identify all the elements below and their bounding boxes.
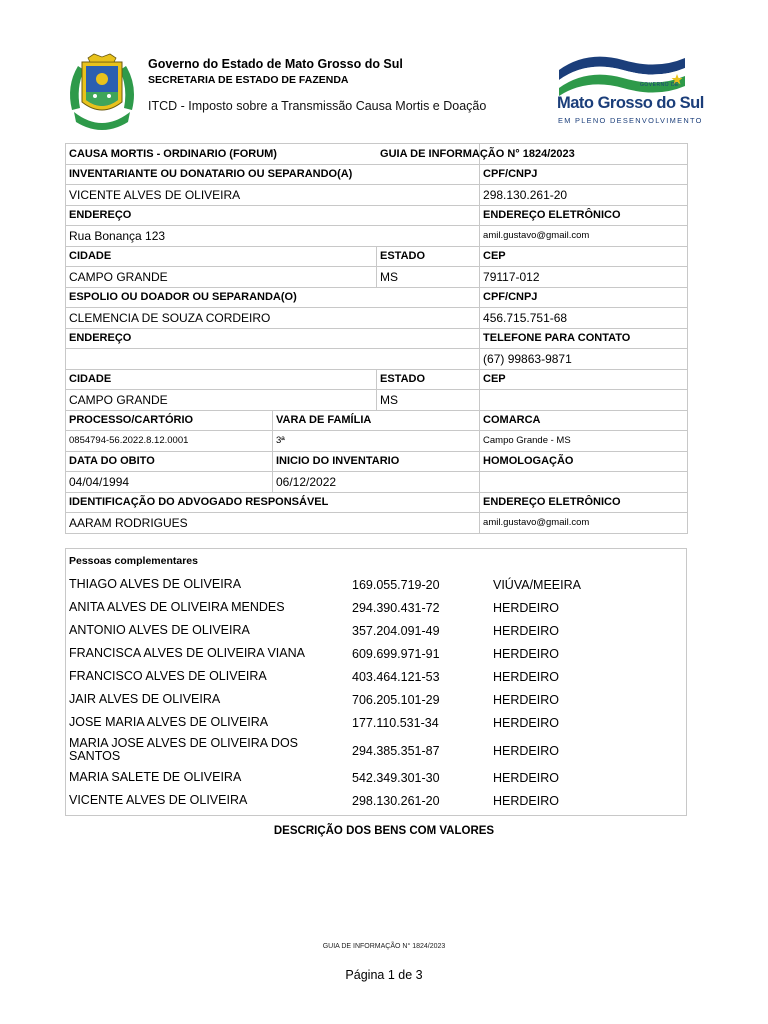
person-cpf: 357.204.091-49 (352, 624, 440, 638)
person-role: HERDEIRO (493, 601, 559, 615)
inventariante-estado-label: ESTADO (377, 246, 480, 267)
person-name: MARIA JOSE ALVES DE OLIVEIRA DOS SANTOS (69, 736, 299, 763)
advogado-label: IDENTIFICAÇÃO DO ADVOGADO RESPONSÁVEL (66, 492, 480, 513)
person-role: HERDEIRO (493, 771, 559, 785)
espolio-endereco (66, 349, 480, 370)
comarca-label: COMARCA (480, 410, 688, 431)
inventariante-cpf: 298.130.261-20 (480, 185, 688, 206)
inventariante-name: VICENTE ALVES DE OLIVEIRA (66, 185, 480, 206)
pessoas-complementares-section (65, 548, 687, 816)
person-cpf: 177.110.531-34 (352, 716, 439, 730)
espolio-estado: MS (377, 390, 480, 411)
espolio-telefone-label: TELEFONE PARA CONTATO (480, 328, 688, 349)
logo-main-text: Mato Grosso do Sul (557, 94, 704, 112)
obito-value: 04/04/1994 (66, 472, 273, 493)
person-name: VICENTE ALVES DE OLIVEIRA (69, 793, 248, 807)
person-cpf: 706.205.101-29 (352, 693, 440, 707)
person-name: ANITA ALVES DE OLIVEIRA MENDES (69, 600, 285, 614)
inventariante-email: amil.gustavo@gmail.com (480, 226, 688, 247)
person-name: THIAGO ALVES DE OLIVEIRA (69, 577, 242, 591)
state-crest-icon (64, 52, 140, 132)
espolio-cep-label: CEP (480, 369, 688, 390)
logo-small-text: GOVERNO DE (640, 82, 679, 88)
vara-value: 3ª (273, 431, 480, 452)
logo-tagline: EM PLENO DESENVOLVIMENTO (558, 116, 703, 125)
person-cpf: 298.130.261-20 (352, 794, 440, 808)
inventariante-email-label: ENDEREÇO ELETRÔNICO (480, 205, 688, 226)
person-role: HERDEIRO (493, 670, 559, 684)
inventariante-cep-label: CEP (480, 246, 688, 267)
page-header (0, 0, 768, 140)
person-cpf: 294.390.431-72 (352, 601, 440, 615)
vara-label: VARA DE FAMÍLIA (273, 410, 480, 431)
person-role: HERDEIRO (493, 647, 559, 661)
espolio-label: ESPOLIO OU DOADOR OU SEPARANDA(O) (66, 287, 480, 308)
espolio-name: CLEMENCIA DE SOUZA CORDEIRO (66, 308, 480, 329)
inventariante-estado: MS (377, 267, 480, 288)
obito-label: DATA DO OBITO (66, 451, 273, 472)
inventariante-cep: 79117-012 (480, 267, 688, 288)
person-role: HERDEIRO (493, 693, 559, 707)
person-cpf: 609.699.971-91 (352, 647, 440, 661)
espolio-cidade: CAMPO GRANDE (66, 390, 377, 411)
person-name: MARIA SALETE DE OLIVEIRA (69, 770, 242, 784)
header-tax-name: ITCD - Imposto sobre a Transmissão Causa Mortis e Doação (148, 99, 487, 113)
inventariante-label: INVENTARIANTE OU DONATARIO OU SEPARANDO(A) (66, 164, 480, 185)
processo-label: PROCESSO/CARTÓRIO (66, 410, 273, 431)
espolio-cidade-label: CIDADE (66, 369, 377, 390)
espolio-cpf: 456.715.751-68 (480, 308, 688, 329)
person-name: JOSE MARIA ALVES DE OLIVEIRA (69, 715, 269, 729)
person-cpf: 294.385.351-87 (352, 744, 440, 758)
advogado-email: amil.gustavo@gmail.com (480, 513, 688, 534)
inventariante-endereco-label: ENDEREÇO (66, 205, 480, 226)
inventariante-cpf-label: CPF/CNPJ (480, 164, 688, 185)
person-role: HERDEIRO (493, 794, 559, 808)
person-name: JAIR ALVES DE OLIVEIRA (69, 692, 221, 706)
espolio-cpf-label: CPF/CNPJ (480, 287, 688, 308)
footer-reference: GUIA DE INFORMAÇÃO N° 1824/2023 (322, 943, 446, 950)
person-cpf: 169.055.719-20 (352, 578, 440, 592)
header-title: Governo do Estado de Mato Grosso do Sul (148, 57, 403, 71)
person-role: HERDEIRO (493, 744, 559, 758)
person-role: VIÚVA/MEEIRA (493, 578, 581, 592)
bens-section-title: DESCRIÇÃO DOS BENS COM VALORES (273, 825, 495, 837)
inicio-value: 06/12/2022 (273, 472, 480, 493)
persons-title: Pessoas complementares (69, 555, 198, 567)
person-role: HERDEIRO (493, 716, 559, 730)
page-number: Página 1 de 3 (345, 968, 423, 982)
espolio-estado-label: ESTADO (377, 369, 480, 390)
guia-form-table (65, 143, 688, 534)
espolio-cep (480, 390, 688, 411)
person-cpf: 542.349.301-30 (352, 771, 440, 785)
comarca-value: Campo Grande - MS (480, 431, 688, 452)
inventariante-endereco: Rua Bonança 123 (66, 226, 480, 247)
inventariante-cidade-label: CIDADE (66, 246, 377, 267)
inicio-label: INICIO DO INVENTARIO (273, 451, 480, 472)
person-cpf: 403.464.121-53 (352, 670, 440, 684)
header-subtitle: SECRETARIA DE ESTADO DE FAZENDA (148, 74, 349, 86)
espolio-telefone: (67) 99863-9871 (480, 349, 688, 370)
guia-label: GUIA DE INFORMAÇÃO N° 1824/2023 (377, 144, 585, 165)
person-name: ANTONIO ALVES DE OLIVEIRA (69, 623, 250, 637)
person-name: FRANCISCO ALVES DE OLIVEIRA (69, 669, 267, 683)
homologacao-label: HOMOLOGAÇÃO (480, 451, 688, 472)
causa-label: CAUSA MORTIS - ORDINARIO (FORUM) (66, 144, 480, 165)
person-name: FRANCISCA ALVES DE OLIVEIRA VIANA (69, 646, 305, 660)
advogado-name: AARAM RODRIGUES (66, 513, 480, 534)
processo-value: 0854794-56.2022.8.12.0001 (66, 431, 273, 452)
homologacao-value (480, 472, 688, 493)
espolio-endereco-label: ENDEREÇO (66, 328, 480, 349)
inventariante-cidade: CAMPO GRANDE (66, 267, 377, 288)
person-role: HERDEIRO (493, 624, 559, 638)
advogado-email-label: ENDEREÇO ELETRÔNICO (480, 492, 688, 513)
